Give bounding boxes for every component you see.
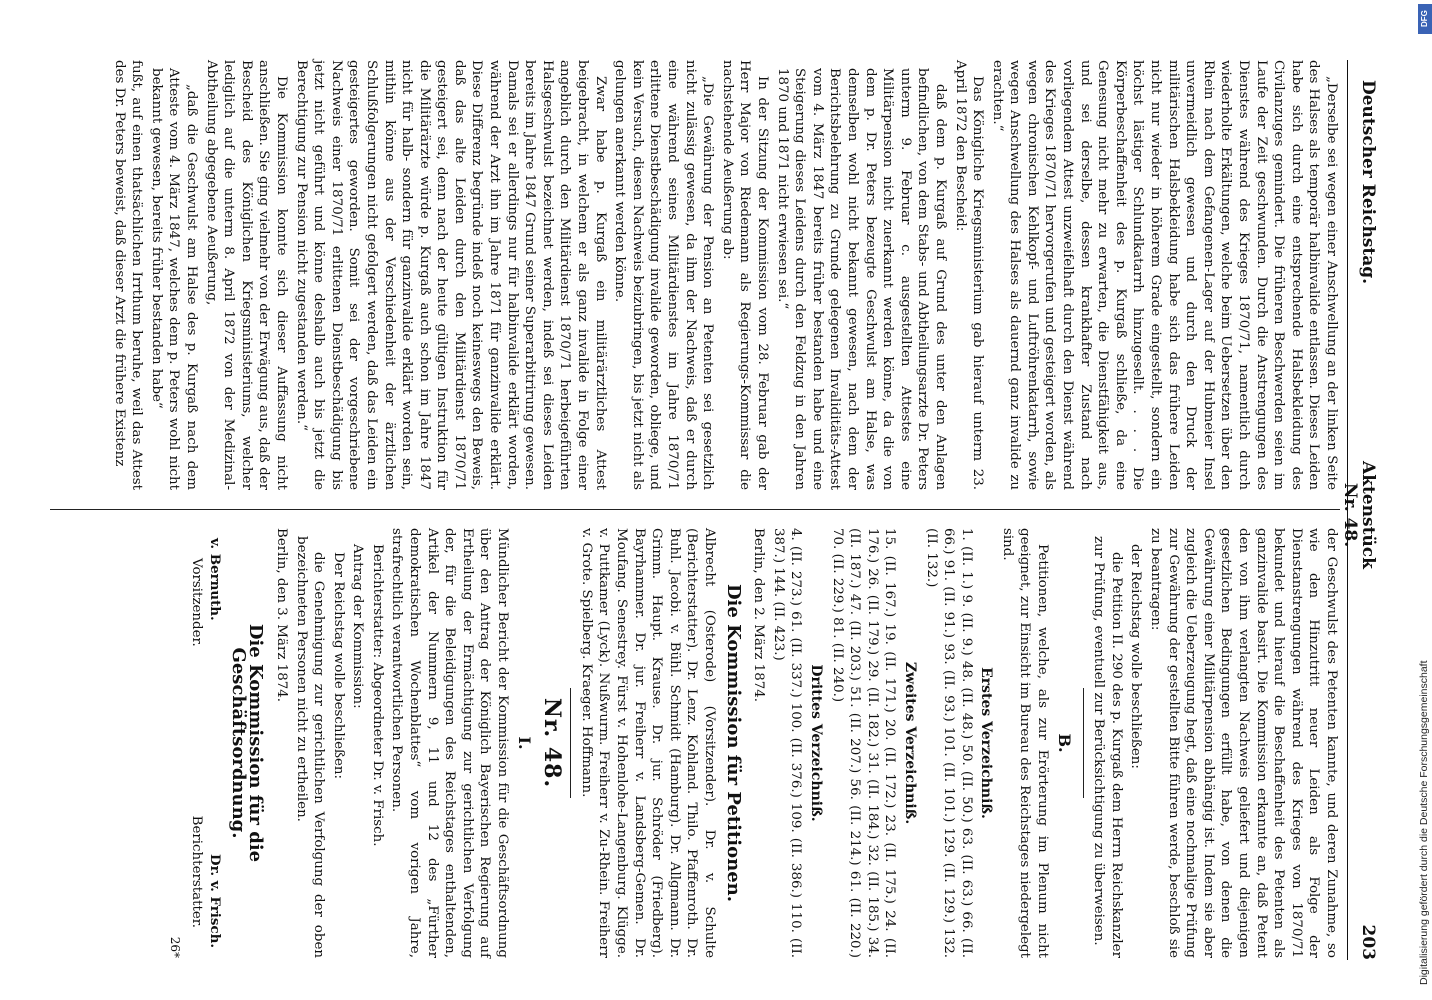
column-divider [50, 509, 1340, 510]
signature-role-row [187, 528, 205, 958]
section-rule [570, 688, 571, 798]
motion2-text: die Genehmigung zur gerichtlichen Verfolgung der oben bezeichneten Personen nicht zu ertheilen. [293, 536, 327, 958]
paragraph: Das Königliche Kriegsministerium gab hierauf unterm 23. April 1872 den Bescheid: [952, 60, 986, 490]
commission-members: Albrecht (Osterode) (Vorsitzender). Dr. v. Schulte (Berichterstatter). Dr. Lenz. Kohland. Thilo. Pfaffenroth. Dr. Buhl. Jacobi. v. Bühl. Schmidt (Hamburg). Dr. Allgmann. Dr. Grimm. Haupt. Krause. Dr. jur. Schröder (Friedberg). Bayrhammer. Dr. jur. Freiherr v. Landsberg-Gemen. Dr. Moufang. Senestrey. Fürst v. Hohenlohe-Langenburg. Klügge. v. Puttkamer (Lyck). Nußwurm. Freiherr v. Zu-Rhein. Freiherr v. Grote. Spielberg. Kraeger. Hoffmann. [578, 528, 717, 958]
section-b-heading: B. [1054, 733, 1074, 753]
signature-row [205, 528, 223, 958]
motion2-label: Antrag der Kommission: [350, 544, 366, 709]
paragraph: Zwar habe p. Kurgaß ein militärärztliches Attest beigebracht, in welchem er als ganz invalide in Folge einer angeblich durch den Militärdienst 1870/71 herbeigeführten Halsgeschwulst bezeichnet werden, indeß sei dieses Leiden bereits im Jahre 1847 Grund seiner Superarbitrirung gewesen. Damals sei er allerdings nur für halbinvalide erklärt worden, während der Arzt ihn im Jahre 1871 für ganzinvalide erklärt. Diese Differenz begründe indeß noch keineswegs den Beweis, daß das alte Leiden durch den Militärdienst 1870/71 gesteigert sei, denn nach der heute gültigen Instruktion für die Militärärzte würde p. Kurgaß auch schon im Jahre 1847 nicht für halb- sondern für ganzinvalide erklärt worden sein, mithin könne aus der Verschiedenheit der ärztlichen Schlußfolgerungen nicht gefolgert werden, daß das Leiden ein gesteigertes geworden. Somit sei der vorgeschriebene Nachweis einer 1870/71 erlittenen Dienstbeschädigung bis jetzt nicht geführt und könne deshalb auch bis jetzt die Berechtigung zur Pension nicht zugestanden werden.“ [293, 60, 608, 490]
list2-title: Zweites Verzeichniß. [901, 661, 918, 825]
list3-text: 4. (II. 273.) 61. (II. 337.) 100. (II. 376.) 109. (II. 386.) 110. (II. 387.) 144. (II. 423.) [770, 528, 804, 958]
paragraph: In der Sitzung der Kommission vom 28. Februar gab der Herr Major von Riedemann als Regierungs-Kommissar die nachstehende Aeußerung ab: [719, 60, 770, 490]
motion2-intro: Der Reichstag wolle beschließen: [330, 552, 346, 780]
signature-rapporteur: Dr. v. Frisch. [207, 853, 224, 948]
signature-chair-role: Vorsitzender. [189, 558, 205, 647]
commission2-title: Die Kommission für die Geschäftsordnung. [227, 623, 267, 863]
rapporteur-line: Berichterstatter: Abgeordneter Dr. v. Frisch. [369, 544, 385, 847]
paragraph: daß dem p. Kurgaß auf Grund des unter den Anlagen befindlichen, von dem Stabs- und Abtheilungsarzte Dr. Peters unterm 9. Februar c. ausgestellten Attestes eine Militärpension nicht zuerkannt werden könne, da die von dem p. Dr. Peters bezeugte Geschwulst am Halse, was demselben wohl nicht bekannt gewesen, nach dem der Berichtsbelehrung zu Grunde gelegenen Invaliditäts-Attest vom 4. März 1847 bereits früher bestanden habe und eine Steigerung dieses Leidens durch den Feldzug in den Jahren 1870 und 1871 nicht erwiesen sei.“ [774, 68, 948, 490]
paragraph: der Geschwulst des Petenten kannte, und deren Zunahme, so wie den Hinzutritt neuer Leiden als Folge der Dienstanstrengungen während des Krieges von 1870/71 bekundet und hierauf die Beschaffenheit des Petenten als ganzinvalide basirt. Die Kommission erkannte an, daß Petent den von ihm verlangten Nachweis geliefert und diejenigen gesetzlichen Bedingungen erfüllt habe, von denen die Gewährung einer Militärpension abhängig ist. Indem sie aber zugleich die Ueberzeugung hegt, daß eine nochmalige Prüfung zur Gewährung der gestellten Bitte führen werde, beschloß sie zu beantragen: [1148, 528, 1339, 958]
motion-intro: der Reichstag wolle beschließen: [1128, 544, 1144, 769]
paragraph: fußt, auf einen thatsächlichen Irrthum beruhe, weil das Attest des Dr. Peters beweist, daß dieser Arzt die frühere Existenz [111, 60, 145, 490]
list2-text: 15. (II. 167.) 19. (II. 171.) 20. (II. 172.) 23. (II. 175.) 24. (II. 176.) 26. (II. 179.) 29. (II. 182.) 31. (II. 184.) 32. (II. 185.) 34. (II. 187.) 47. (II. 203.) 51. (II. 207.) 56. (II. 214.) 61. (II. 220.) 70. (II. 229.) 81. (II. 240.) [829, 528, 898, 958]
list1-text: 1. (II. 1.) 9. (II. 9.) 48. (II. 48.) 50. (II. 50.) 63. (II. 63.) 66. (II. 66.) 91. (II. 91.) 93. (II. 93.) 101. (II. 101.) 129. (II. 129.) 132. (II. 132.) [923, 528, 974, 958]
list1-title: Erstes Verzeichniß. [978, 667, 995, 819]
header-document-number: Aktenstück Nr. 48. [1340, 461, 1378, 569]
commission-title: Die Kommission für Petitionen. [722, 583, 744, 903]
page-number: 203 [1358, 924, 1378, 960]
paragraph: Die Kommission konnte sich dieser Auffassung nicht anschließen. Sie ging vielmehr von der Erwägung aus, daß der Bescheid des Königlichen Kriegsministeriums, welcher lediglich auf die unterm 8. April 1872 von der Medizinal-Abtheilung abgegebene Aeußerung, [203, 60, 289, 490]
paragraph: „daß die Geschwulst am Halse des p. Kurgaß nach dem Atteste vom 4. März 1847, welches dem p. Peters wohl nicht bekannt gewesen, bereits früher bestanden habe“ [148, 68, 199, 490]
section-rule [1083, 688, 1084, 798]
document-page [40, 60, 1380, 960]
header-publication: Deutscher Reichstag. [1358, 80, 1378, 285]
section-nr-heading: Nr. 48. [539, 697, 566, 789]
section-i-heading: I. [514, 736, 534, 750]
left-column [108, 60, 1340, 490]
sheet-mark: 26* [168, 936, 183, 958]
motion-text: die Petition II. 290 des p. Kurgaß dem Herrn Reichskanzler zur Prüfung, eventuell zur Berücksichtigung zu überweisen. [1091, 536, 1124, 958]
signature-rapporteur-role: Berichterstatter. [189, 815, 205, 928]
running-head [1340, 60, 1380, 960]
digitization-note: Digitalisierung gefördert durch die Deutsche Forschungsgemeinschaft [1418, 660, 1430, 985]
paragraph: „Derselbe sei wegen einer Anschwellung an der linken Seite des Halses als temporär halbinvalide entlassen. Dieses Leiden habe sich durch eine entsprechende Halsbekleidung des Civilanzuges gemindert. Die früheren Beschwerden seien im Laufe der Zeit geschwunden. Durch die Anstrengungen des Dienstes während des Krieges 1870/71, namentlich durch wiederholte Erkältungen, welche beim Uebersetzen über den Rhein nach dem Gefangenen-Lager auf der Hubmeier Insel unvermeidlich gewesen und durch den Druck der militärischen Halsbekleidung habe sich das frühere Leiden nicht nur wieder in höherem Grade eingestellt, sondern ein höchst lästiger Schlundkatarrh hinzugesellt. . . . Die Körperbeschaffenheit des p. Kurgaß schließe, da eine Genesung nicht mehr zu erwarten, die Dienstfähigkeit aus, und sei derselbe, dessen krankhafter Zustand nach vorliegendem Attest unzweifelhaft durch den Dienst während des Krieges 1870/71 hervorgerufen und gesteigert worden, als wegen chronischen Kehlkopf- und Luftröhrenkatarrh, sowie wegen Anschwellung des Halses als dauernd ganz invalide zu erachten.“ [989, 60, 1339, 490]
header-rule [1347, 60, 1348, 960]
list3-title: Drittes Verzeichniß. [807, 664, 824, 822]
right-column [166, 528, 1340, 958]
date2-line: Berlin, den 3. März 1874. [273, 528, 289, 703]
paragraph: „Die Gewährung der Pension an Petenten sei gesetzlich nicht zulässig gewesen, da ihm der Nachweis, daß er durch eine während seines Militärdienstes im Jahre 1870/71 erlittene Dienstbeschädigung invalide geworden, obliege, und kein Versuch, diesen Nachweis beizubringen, bis jetzt nicht als gelungen anerkannt werden könne. [612, 60, 716, 490]
signature-chair: v. Bernuth. [207, 538, 224, 621]
date-line: Berlin, den 2. März 1874. [751, 528, 767, 703]
dfg-logo-icon: DFG [1418, 4, 1432, 34]
section-b-text: Petitionen, welche, als zur Erörterung im Plenum nicht geeignet, zur Einsicht im Bureau des Reichstages niedergelegt sind. [999, 528, 1051, 958]
report-text: Mündlicher Bericht der Kommission für die Geschäftsordnung über den Antrag der Königlich Bayerischen Regierung auf Ertheilung der Ermächtigung zur gerichtlichen Verfolgung der, für die Beleidigungen des Reichstages enthaltenden, Artikel der Nummern 9, 11 und 12 des „Fürther demokratischen Wochenblattes“ vom vorigen Jahre, strafrechtlich verantwortlichen Personen. [389, 528, 511, 958]
